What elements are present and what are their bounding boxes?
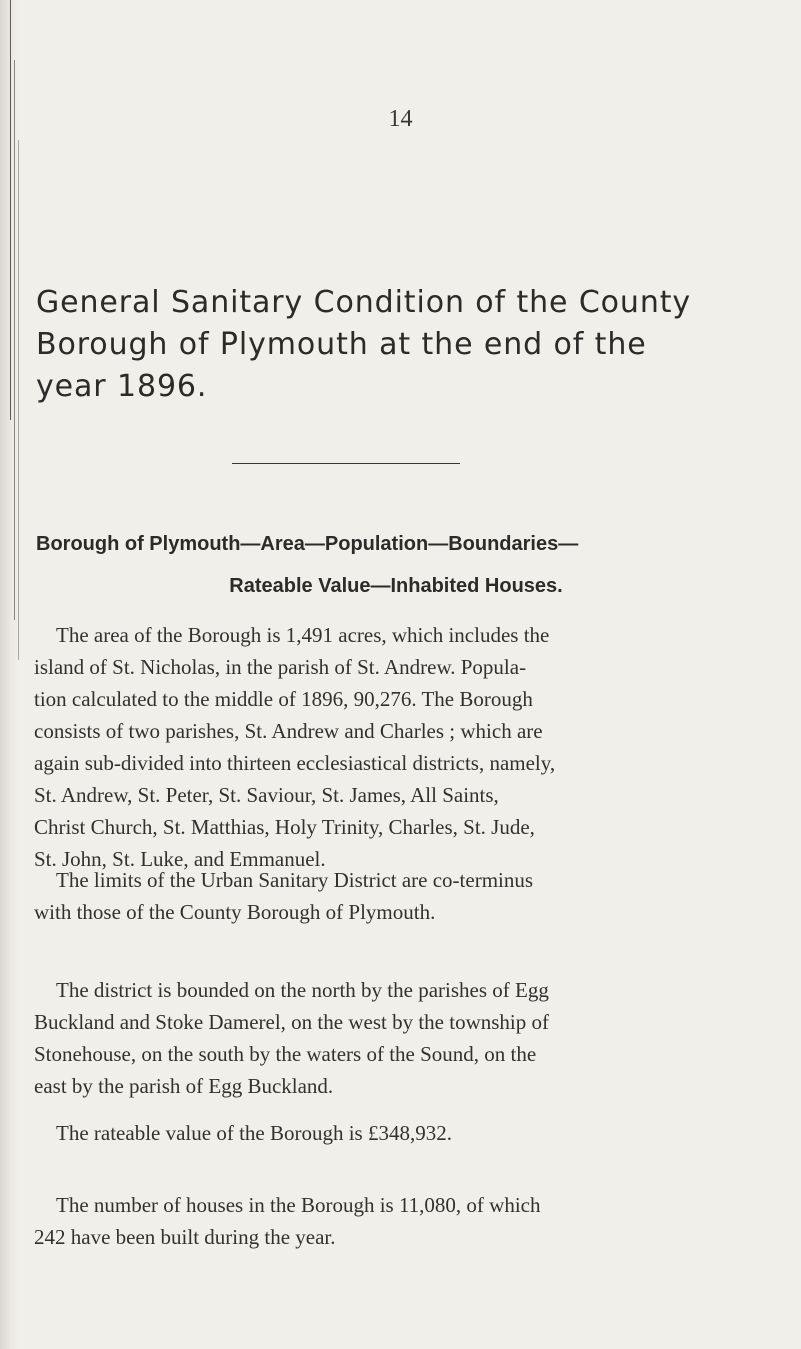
- paragraph-line: The rateable value of the Borough is £348,932.: [56, 1121, 452, 1145]
- title-line: Borough of Plymouth at the end of the: [36, 327, 647, 362]
- binding-line: [10, 0, 11, 420]
- page-title: [36, 282, 756, 408]
- paragraph-boundaries: [34, 974, 756, 1102]
- paragraph-line: The district is bounded on the north by the parishes of Egg: [56, 978, 549, 1002]
- paragraph-line: Christ Church, St. Matthias, Holy Trinity, Charles, St. Jude,: [34, 815, 535, 839]
- paragraph-line: with those of the County Borough of Plymouth.: [34, 900, 436, 924]
- page-binding-shadow: [0, 0, 18, 1349]
- paragraph-line: St. John, St. Luke, and Emmanuel.: [34, 847, 326, 871]
- title-line: year 1896.: [36, 369, 208, 404]
- paragraph-line: The area of the Borough is 1,491 acres, which includes the: [56, 623, 550, 647]
- section-heading-line: Rateable Value—Inhabited Houses.: [229, 575, 563, 597]
- paragraph-line: The number of houses in the Borough is 11,080, of which: [56, 1193, 541, 1217]
- paragraph-line: again sub-divided into thirteen ecclesiastical districts, namely,: [34, 751, 556, 775]
- binding-line: [14, 60, 15, 620]
- paragraph-sanitary-district: [34, 864, 756, 928]
- page-number: 14: [388, 106, 413, 132]
- paragraph-line: The limits of the Urban Sanitary District are co-terminus: [56, 868, 534, 892]
- divider-rule: [232, 463, 460, 464]
- section-heading: [36, 523, 756, 607]
- section-heading-line: Borough of Plymouth—Area—Population—Boundaries—: [36, 533, 579, 555]
- paragraph-line: St. Andrew, St. Peter, St. Saviour, St. James, All Saints,: [34, 783, 499, 807]
- paragraph-line: 242 have been built during the year.: [34, 1225, 336, 1249]
- paragraph-line: Stonehouse, on the south by the waters of the Sound, on the: [34, 1042, 537, 1066]
- paragraph-line: tion calculated to the middle of 1896, 90,276. The Borough: [34, 687, 533, 711]
- paragraph-rateable-value: [56, 1117, 756, 1149]
- paragraph-inhabited-houses: [34, 1189, 756, 1253]
- paragraph-line: Buckland and Stoke Damerel, on the west by the township of: [34, 1010, 549, 1034]
- title-line: General Sanitary Condition of the County: [36, 285, 692, 320]
- paragraph-line: island of St. Nicholas, in the parish of St. Andrew. Popula-: [34, 655, 527, 679]
- paragraph-line: east by the parish of Egg Buckland.: [34, 1074, 334, 1098]
- paragraph-line: consists of two parishes, St. Andrew and Charles ; which are: [34, 719, 543, 743]
- paragraph-area-population: [34, 619, 756, 875]
- binding-line: [18, 140, 19, 660]
